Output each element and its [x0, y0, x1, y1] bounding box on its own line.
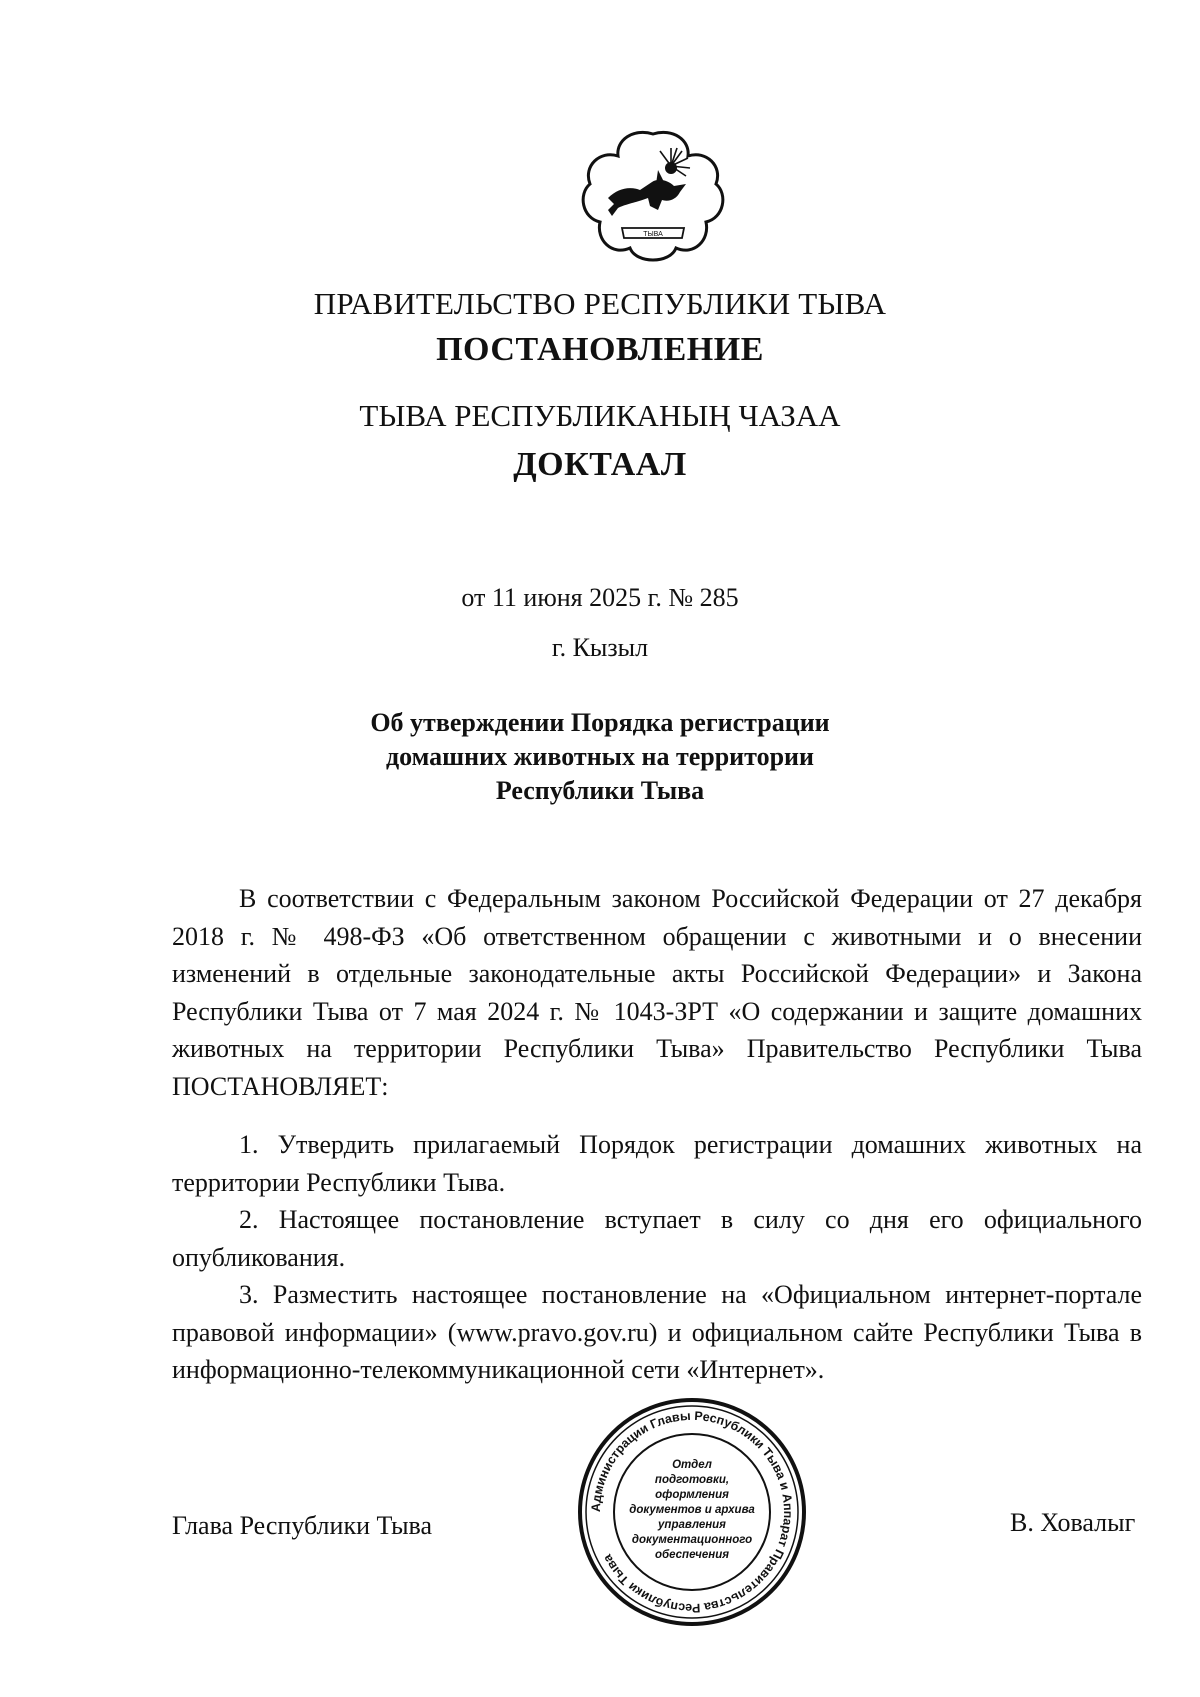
government-name-tyv: ТЫВА РЕСПУБЛИКАНЫҢ ЧАЗАА — [359, 398, 841, 433]
signatory-name: В. Ховалыг — [1010, 1508, 1136, 1537]
resolution-items — [172, 1126, 1142, 1389]
resolution-item: 3. Разместить настоящее постановление на «Официальном интернет-портале правовой информации» (www.pravo.gov.ru) и официальном сайте Республики Тыва в информационно-телекоммуникационной сети «Интернет». — [172, 1280, 1142, 1384]
subject-line: Республики Тыва — [495, 776, 705, 805]
document-type-ru: ПОСТАНОВЛЕНИЕ — [436, 331, 764, 368]
stamp-center-line: документов и архива — [629, 1504, 755, 1516]
stamp-center-line: Отдел — [672, 1459, 712, 1471]
preamble-paragraph: В соответствии с Федеральным законом Российской Федерации от 27 декабря 2018 г. № 498-ФЗ «Об ответственном обращении с животными и о внесении изменений в отдельные законодательные акты Российской Федерации» и Закона Республики Тыва от 7 мая 2024 г. № 1043-ЗРТ «О содержании и защите домашних животных на территории Республики Тыва» Правительство Республики Тыва ПОСТАНОВЛЯЕТ: — [172, 884, 1142, 1101]
stamp-center-line: оформления — [655, 1489, 729, 1501]
stamp-center-line: документационного — [631, 1534, 753, 1546]
stamp-center-line: управления — [658, 1519, 726, 1531]
resolution-item: 1. Утвердить прилагаемый Порядок регистрации домашних животных на территории Республики Тыва. — [172, 1130, 1142, 1197]
emblem-label: ТЫВА — [643, 231, 663, 238]
government-name-ru: ПРАВИТЕЛЬСТВО РЕСПУБЛИКИ ТЫВА — [313, 286, 887, 321]
official-stamp — [572, 1392, 812, 1632]
signatory-position: Глава Республики Тыва — [172, 1511, 433, 1540]
emblem-of-tuva — [578, 126, 728, 266]
stamp-ring-text: Администрации Главы Республики Тыва и Аппарат Правительства Республики Тыва — [588, 1408, 796, 1616]
document-subject — [0, 706, 1200, 808]
stamp-center-line: обеспечения — [654, 1549, 730, 1561]
subject-line: домашних животных на территории — [385, 742, 815, 771]
subject-line: Об утверждении Порядка регистрации — [370, 708, 830, 737]
document-city: г. Кызыл — [551, 633, 649, 662]
stamp-center-line: подготовки, — [654, 1474, 730, 1486]
resolution-item: 2. Настоящее постановление вступает в силу со дня его официального опубликования. — [172, 1205, 1142, 1272]
document-date-number: от 11 июня 2025 г. № 285 — [461, 583, 739, 612]
document-type-tyv: ДОКТААЛ — [513, 446, 687, 483]
